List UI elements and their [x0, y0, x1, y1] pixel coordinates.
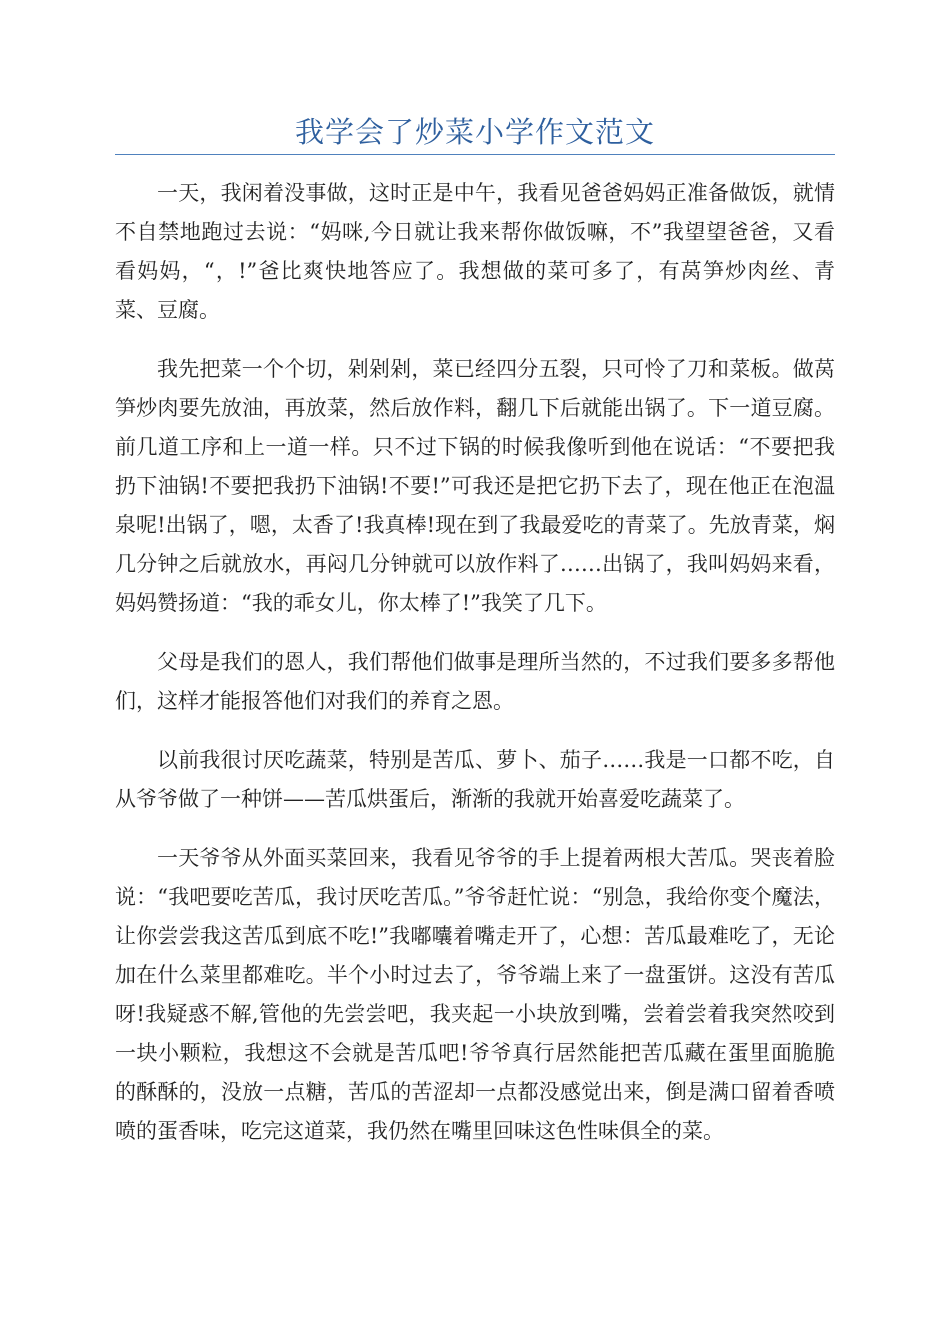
- paragraph-1: 一天，我闲着没事做，这时正是中午，我看见爸爸妈妈正准备做饭，就情不自禁地跑过去说：“妈咪,今日就让我来帮你做饭嘛，不”我望望爸爸，又看看妈妈，“，!”爸比爽快地答应了。我想做的菜可多了，有莴笋炒肉丝、青菜、豆腐。: [115, 181, 835, 322]
- paragraph-2: 我先把菜一个个切，剁剁剁，菜已经四分五裂，只可怜了刀和菜板。做莴笋炒肉要先放油，再放菜，然后放作料，翻几下后就能出锅了。下一道豆腐。前几道工序和上一道一样。只不过下锅的时候我像听到他在说话：“不要把我扔下油锅!不要把我扔下油锅!不要!”可我还是把它扔下去了，现在他正在泡温泉呢!出锅了，嗯，太香了!我真棒!现在到了我最爱吃的青菜了。先放青菜，焖几分钟之后就放水，再闷几分钟就可以放作料了……出锅了，我叫妈妈来看，妈妈赞扬道：“我的乖女儿，你太棒了!”我笑了几下。: [115, 357, 835, 615]
- paragraph-5: 一天爷爷从外面买菜回来，我看见爷爷的手上提着两根大苦瓜。哭丧着脸说：“我吧要吃苦瓜，我讨厌吃苦瓜。”爷爷赶忙说：“别急，我给你变个魔法，让你尝尝我这苦瓜到底不吃!”我嘟囔着嘴走开了，心想：苦瓜最难吃了，无论加在什么菜里都难吃。半个小时过去了，爷爷端上来了一盘蛋饼。这没有苦瓜呀!我疑惑不解,管他的先尝尝吧，我夹起一小块放到嘴，尝着尝着我突然咬到一块小颗粒，我想这不会就是苦瓜吧!爷爷真行居然能把苦瓜藏在蛋里面脆脆的酥酥的，没放一点糖，苦瓜的苦涩却一点都没感觉出来，倒是满口留着香喷喷的蛋香味，吃完这道菜，我仍然在嘴里回味这色性味俱全的菜。: [115, 846, 835, 1143]
- paragraph-3: 父母是我们的恩人，我们帮他们做事是理所当然的，不过我们要多多帮他们，这样才能报答他们对我们的养育之恩。: [115, 650, 835, 713]
- paragraph-4: 以前我很讨厌吃蔬菜，特别是苦瓜、萝卜、茄子……我是一口都不吃，自从爷爷做了一种饼——苦瓜烘蛋后，渐渐的我就开始喜爱吃蔬菜了。: [115, 748, 835, 811]
- title-underline: [115, 154, 835, 155]
- document-title: 我学会了炒菜小学作文范文: [294, 115, 655, 149]
- document-body: [115, 174, 835, 1171]
